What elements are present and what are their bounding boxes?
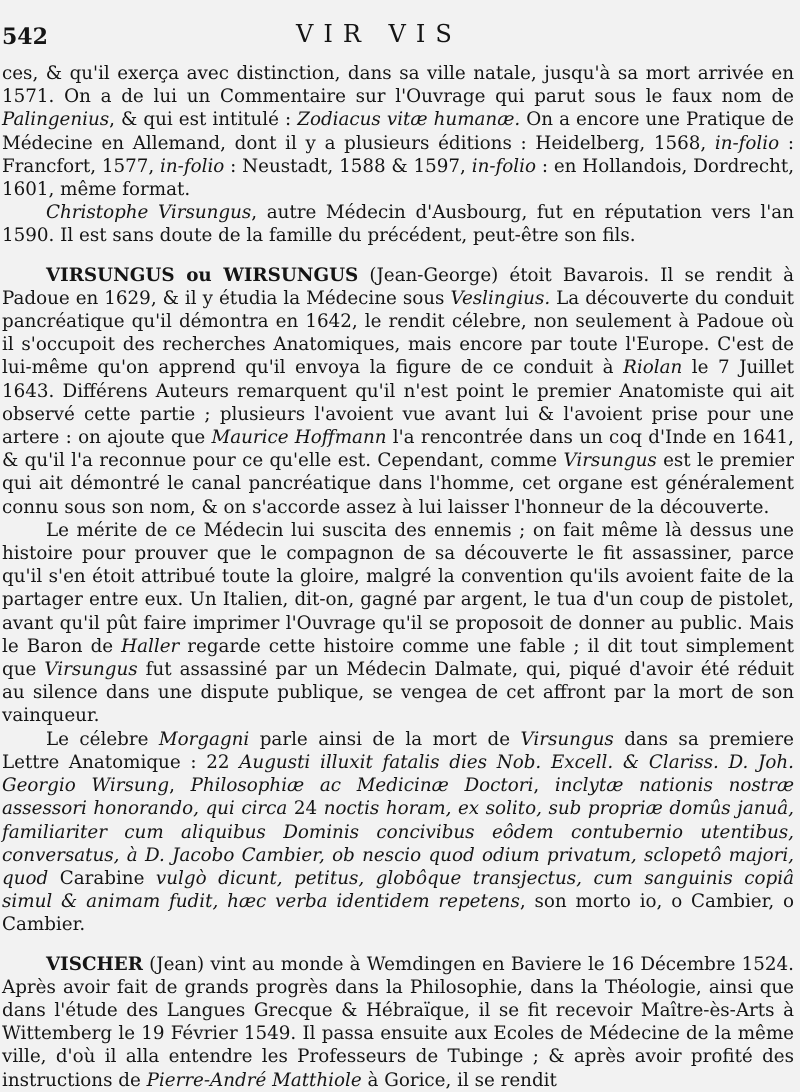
paragraph-continuation: ces, & qu'il exerça avec distinction, dans sa ville natale, jusqu'à sa mort arrivée en 1571. On a de lui un Commentaire sur l'Ouvrage qui parut sous le faux nom de Palingenius, & qui est intitulé : Zodiacus vitæ humanæ. On a encore une Pratique de Médecine en Allemand, dont il y a plusieurs éditions : Heidelberg, 1568, in-folio : Francfort, 1577, in-folio : Neustadt, 1588 & 1597, in-folio : en Hollandois, Dordrecht, 1601, même format.	[2, 63, 795, 201]
entry-virsungus: VIRSUNGUS ou WIRSUNGUS (Jean-George) étoit Bavarois. Il se rendit à Padoue en 1629, & il y étudia la Médecine sous Veslingius. La découverte du conduit pancréatique qu'il démontra en 1642, le rendit célebre, non seulement à Padoue où il s'occupoit des recherches Anatomiques, mais encore par toute l'Europe. C'est de lui-même qu'on apprend qu'il envoya la figure de ce conduit à Riolan le 7 Juillet 1643. Différens Auteurs remarquent qu'il n'est point le premier Anatomiste qui ait observé cette partie ; plusieurs l'avoient vue avant lui & l'avoient prise pour une artere : on ajoute que Maurice Hoffmann l'a rencontrée dans un coq d'Inde en 1641, & qu'il l'a reconnue pour ce qu'elle est. Cependant, comme Virsungus est le premier qui ait démontré le canal pancréatique dans l'homme, cet organe est généralement connu sous son nom, & on s'accorde assez à lui laisser l'honneur de la découverte.	[2, 264, 795, 518]
page-number: 542	[2, 24, 48, 50]
page-header	[0, 18, 800, 52]
entry-vischer: VISCHER (Jean) vint au monde à Wemdingen en Baviere le 16 Décembre 1524. Après avoir fait de grands progrès dans la Philosophie, dans la Théologie, ainsi que dans l'étude des Langues Grecque & Hébraïque, il se fit recevoir Maître-ès-Arts à Wittemberg le 19 Février 1549. Il passa ensuite aux Ecoles de Médecine de la même ville, d'où il alla entendre les Professeurs de Tubinge ; & après avoir profité des instructions de Pierre-André Matthiole à Gorice, il se rendit	[2, 953, 794, 1091]
paragraph-merite: Le mérite de ce Médecin lui suscita des ennemis ; on fait même là dessus une histoire pour prouver que le compagnon de sa découverte le fit assassiner, parce qu'il s'en étoit attribué toute la gloire, malgré la convention qu'ils avoient faite de la partager entre eux. Un Italien, dit-on, gagné par argent, le tua d'un coup de pistolet, avant qu'il pût faire imprimer l'Ouvrage qu'il se proposoit de donner au public. Mais le Baron de Haller regarde cette histoire comme une fable ; il dit tout simplement que Virsungus fut assassiné par un Médecin Dalmate, qui, piqué d'avoir été réduit au silence dans une dispute publique, se vengea de cet affront par la mort de son vainqueur.	[2, 519, 795, 727]
running-head: VIR VIS	[296, 20, 462, 48]
paragraph-morgagni: Le célebre Morgagni parle ainsi de la mort de Virsungus dans sa premiere Lettre Anatomique : 22 Augusti illuxit fatalis dies Nob. Excell. & Clariss. D. Joh. Georgio Wirsung, Philosophiæ ac Medicinæ Doctori, inclytæ nationis nostræ assessori honorando, qui circa 24 noctis horam, ex solito, sub propriæ domûs januâ, familiariter cum aliquibus Dominis concivibus eôdem contubernio utentibus, conversatus, à D. Jacobo Cambier, ob nescio quod odium privatum, sclopetô majori, quod Carabine vulgò dicunt, petitus, globôque transjectus, cum sanguinis copiâ simul & animam fudit, hæc verba identidem repetens, son morto io, o Cambier, o Cambier.	[2, 728, 795, 936]
page-body	[0, 62, 794, 1092]
paragraph-christophe: Christophe Virsungus, autre Médecin d'Ausbourg, fut en réputation vers l'an 1590. Il est sans doute de la famille du précédent, peut-être son fils.	[2, 202, 794, 247]
